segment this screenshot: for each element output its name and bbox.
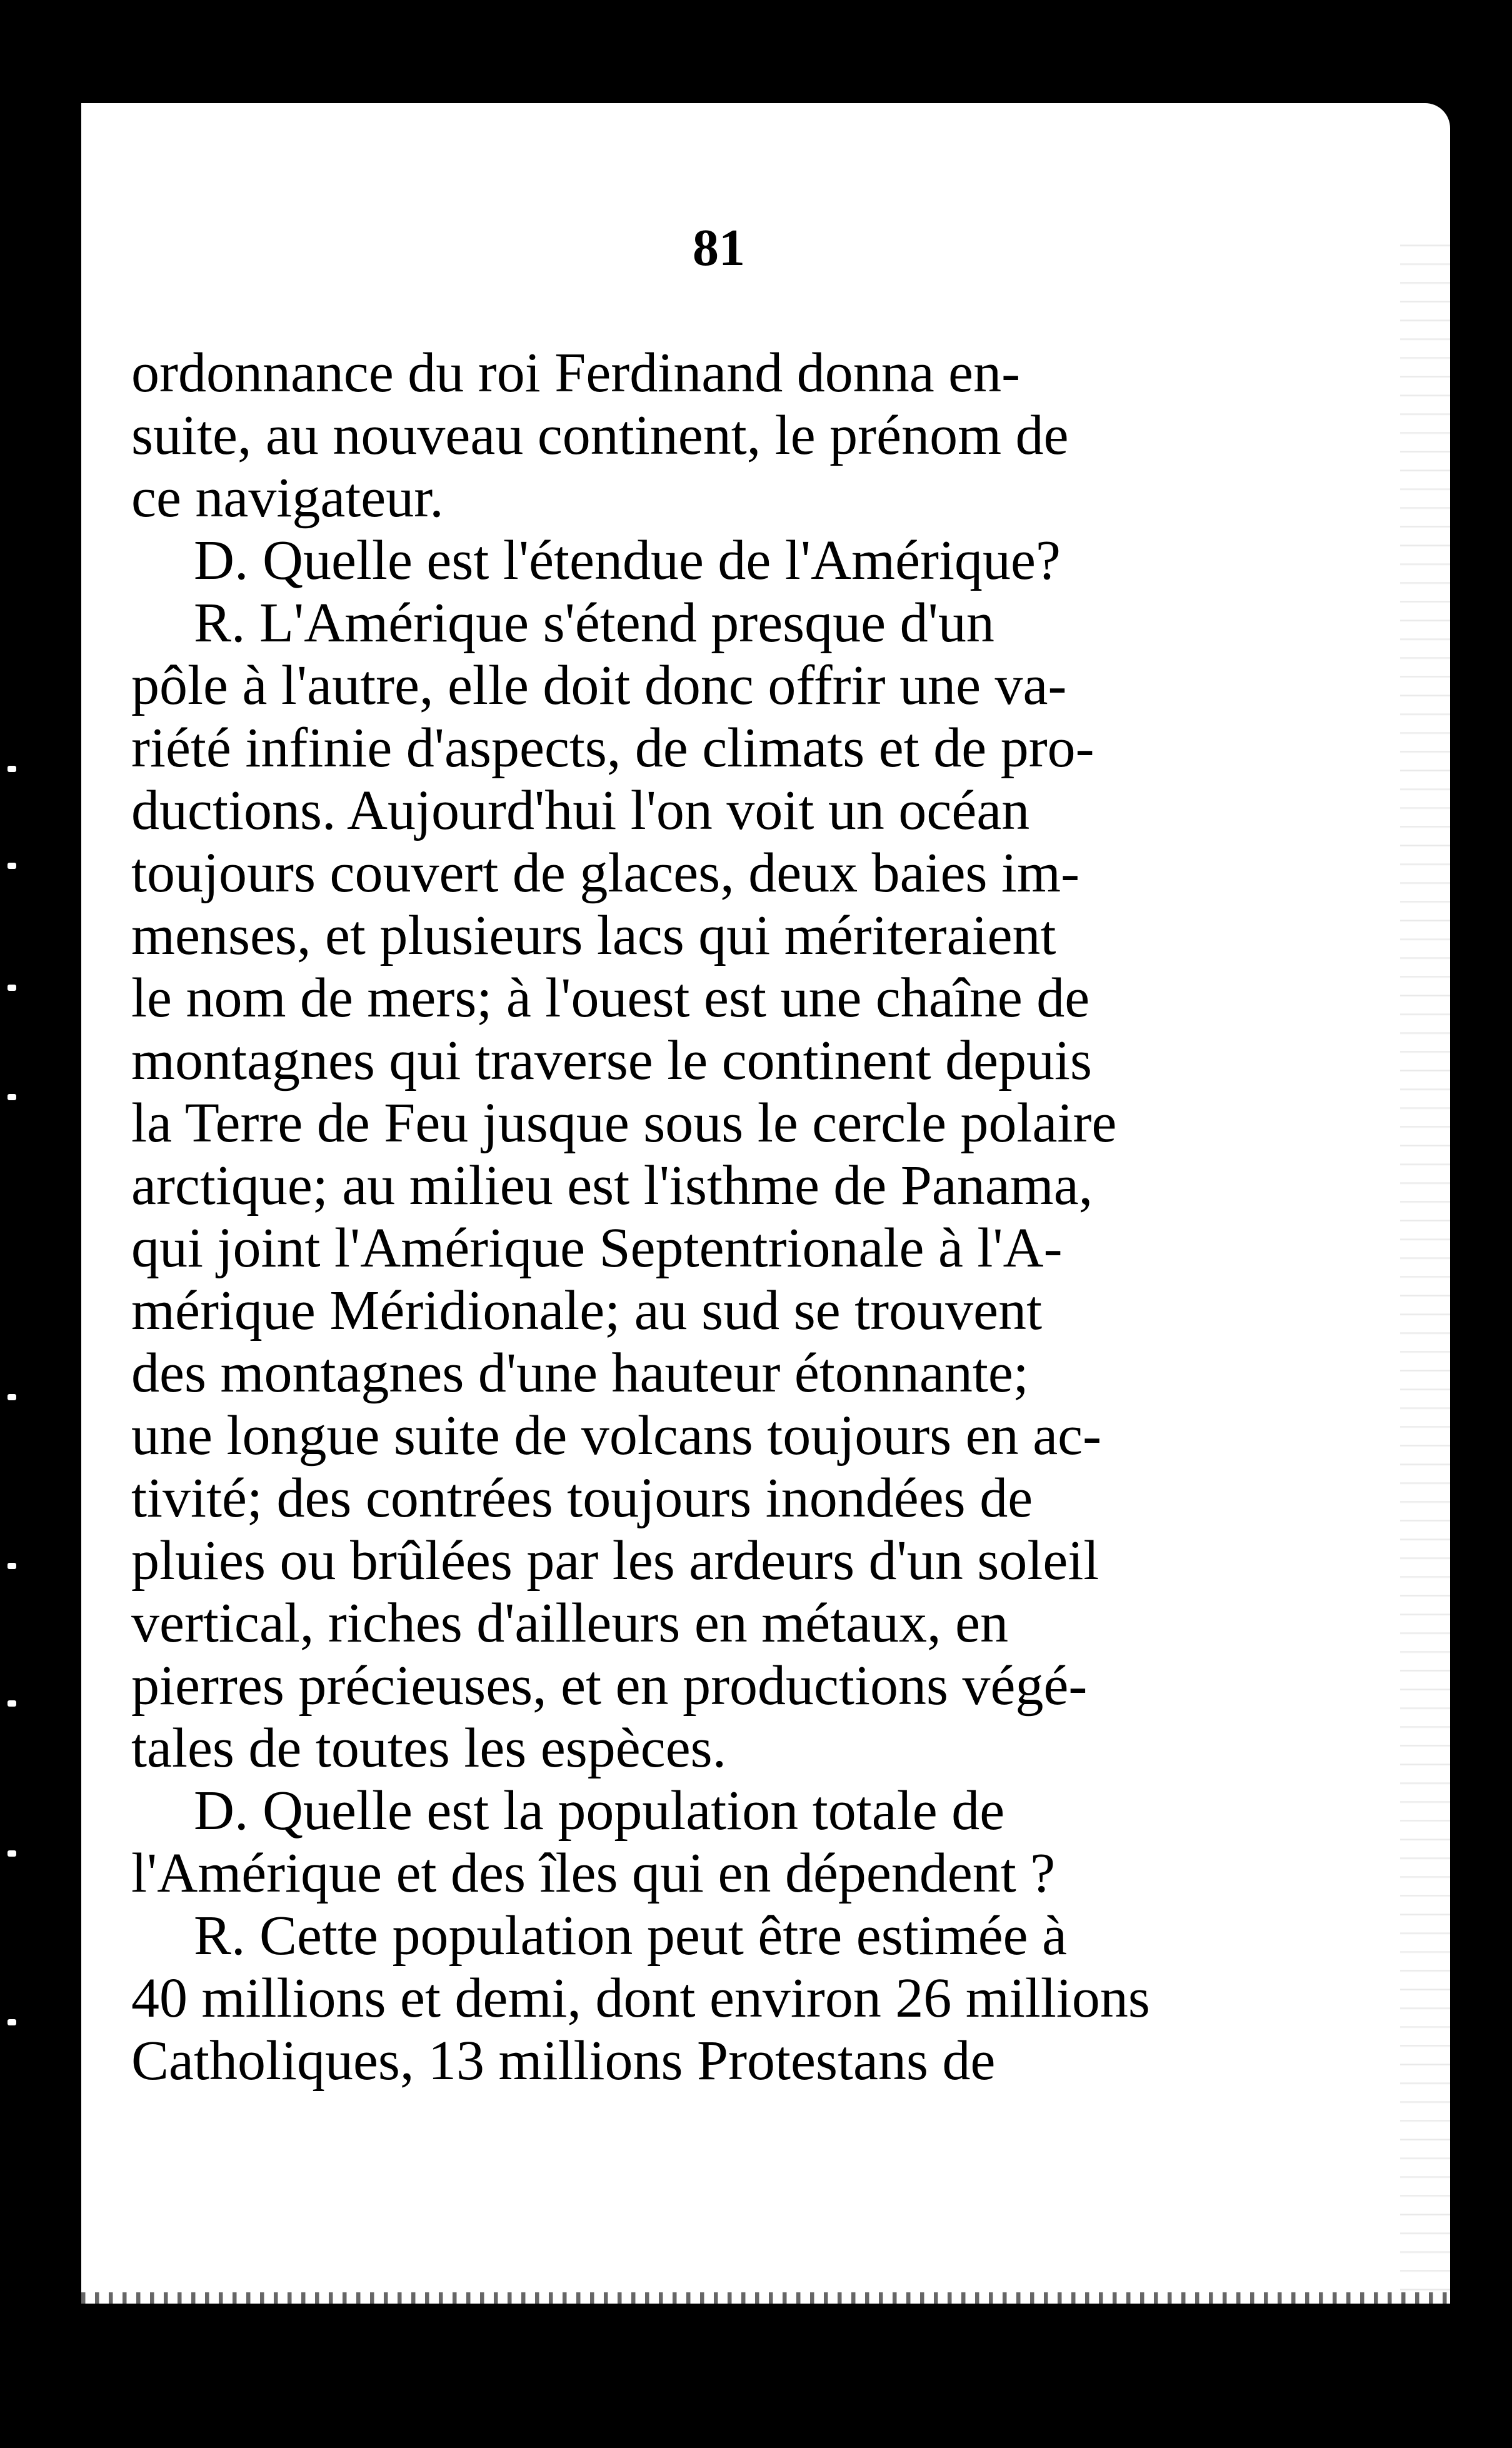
page-bottom-edge <box>81 2292 1450 2304</box>
text-line: montagnes qui traverse le continent depuis <box>131 1030 1093 1091</box>
text-line: suite, au nouveau continent, le prénom de <box>131 404 1069 466</box>
text-line: mérique Méridionale; au sud se trouvent <box>131 1280 1043 1342</box>
text-line: R. L'Amérique s'étend presque d'un <box>194 592 994 654</box>
text-line: riété infinie d'aspects, de climats et de pro- <box>131 717 1094 779</box>
page-body-text <box>131 342 1313 2092</box>
text-line: ductions. Aujourd'hui l'on voit un océan <box>131 780 1030 841</box>
text-line: la Terre de Feu jusque sous le cercle polaire <box>131 1092 1117 1154</box>
margin-fleck <box>8 1700 16 1707</box>
margin-fleck <box>8 1394 16 1400</box>
text-line: tales de toutes les espèces. <box>131 1717 727 1779</box>
text-line: R. Cette population peut être estimée à <box>194 1905 1068 1967</box>
margin-fleck <box>8 863 16 869</box>
text-line: menses, et plusieurs lacs qui mériteraient <box>131 905 1056 966</box>
text-line: pluies ou brûlées par les ardeurs d'un soleil <box>131 1530 1099 1592</box>
text-line: le nom de mers; à l'ouest est une chaîne de <box>131 967 1090 1029</box>
text-line: l'Amérique et des îles qui en dépendent ? <box>131 1842 1056 1904</box>
text-line: tivité; des contrées toujours inondées de <box>131 1467 1033 1529</box>
page-number: 81 <box>693 219 745 277</box>
margin-fleck <box>8 2019 16 2025</box>
text-line: pôle à l'autre, elle doit donc offrir une va- <box>131 655 1067 716</box>
text-line: toujours couvert de glaces, deux baies im- <box>131 842 1080 904</box>
text-line: pierres précieuses, et en productions végé- <box>131 1655 1088 1717</box>
margin-fleck <box>8 1563 16 1569</box>
margin-fleck <box>8 766 16 772</box>
text-line: D. Quelle est la population totale de <box>194 1780 1005 1842</box>
margin-fleck <box>8 985 16 991</box>
text-line: ordonnance du roi Ferdinand donna en- <box>131 342 1021 404</box>
text-line: qui joint l'Amérique Septentrionale à l'A- <box>131 1217 1063 1279</box>
margin-fleck <box>8 1094 16 1100</box>
text-line: D. Quelle est l'étendue de l'Amérique? <box>194 529 1061 591</box>
text-line: des montagnes d'une hauteur étonnante; <box>131 1342 1029 1404</box>
text-line: vertical, riches d'ailleurs en métaux, en <box>131 1592 1009 1654</box>
scan-left-margin <box>0 0 81 2448</box>
text-line: ce navigateur. <box>131 467 444 529</box>
text-line: Catholiques, 13 millions Protestans de <box>131 2030 996 2092</box>
text-line: arctique; au milieu est l'isthme de Panama, <box>131 1155 1093 1216</box>
page-right-edge <box>1400 228 1450 2291</box>
margin-fleck <box>8 1850 16 1857</box>
text-line: une longue suite de volcans toujours en ac- <box>131 1405 1102 1467</box>
text-line: 40 millions et demi, dont environ 26 millions <box>131 1967 1150 2029</box>
book-page <box>81 103 1450 2304</box>
